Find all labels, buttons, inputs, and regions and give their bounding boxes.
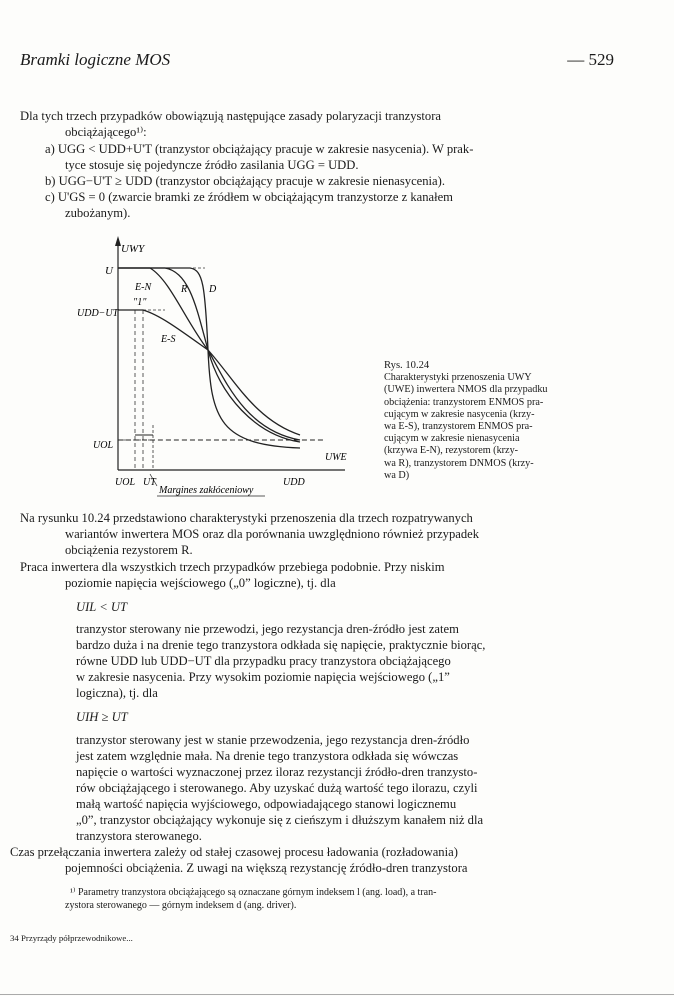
- running-head-title: Bramki logiczne MOS: [20, 50, 171, 69]
- x-tick-udd: UDD: [283, 477, 305, 488]
- transfer-characteristic-figure: [77, 230, 365, 515]
- intro-line-2: obciążającego¹⁾:: [65, 125, 147, 139]
- p4-line-5: małą wartość napięcia wyjściowego, odpowiadającego stanowi logicznemu: [76, 797, 457, 811]
- case-c-line-2: zubożanym).: [65, 206, 131, 220]
- caption-line: wa R), tranzystorem DNMOS (krzy-: [384, 457, 534, 469]
- intro-line-1: Dla tych trzech przypadków obowiązują następujące zasady polaryzacji tranzystora: [20, 109, 441, 123]
- margin-label: Margines zakłóceniowy: [159, 485, 254, 496]
- equation-uih: UIH ≥ UT: [76, 710, 128, 724]
- p4-line-4: rów obciążającego i sterowanego. Aby uzyskać dużą wartość tego ilorazu, czyli: [76, 781, 478, 795]
- p5-line-1: Czas przełączania inwertera zależy od stałej czasowej procesu ładowania (rozładowania): [10, 845, 458, 859]
- p1-line-2: wariantów inwertera MOS oraz dla porównania uwzględniono również przypadek: [65, 527, 480, 541]
- p3-line-1: tranzystor sterowany nie przewodzi, jego rezystancja dren-źródło jest zatem: [76, 622, 459, 636]
- p3-line-3: równe UDD lub UDD−UT dla przypadku pracy tranzystora obciążającego: [76, 654, 451, 668]
- footnote-line-2: zystora sterowanego — górnym indeksem d (ang. driver).: [65, 900, 297, 911]
- printer-signature: 34 Przyrządy półprzewodnikowe...: [10, 933, 133, 943]
- caption-line: obciążenia: tranzystorem ENMOS pra-: [384, 396, 544, 408]
- page-bottom-edge: [0, 994, 674, 995]
- caption-line: cującym w zakresie nienasycenia: [384, 433, 520, 445]
- label-e-s: E-S: [161, 334, 176, 345]
- p4-line-6: „0”, tranzystor obciążający wykonuje się z cieńszym i dłuższym kanałem niż dla: [76, 813, 484, 827]
- p3-line-2: bardzo duża i na drenie tego tranzystora odkłada się napięcie, praktycznie biorąc,: [76, 638, 486, 652]
- y-axis-label: UWY: [121, 243, 145, 255]
- y-tick-uol: UOL: [93, 440, 114, 451]
- p4-line-2: jest zatem względnie mała. Na drenie tego tranzystora odkłada się wówczas: [76, 749, 459, 763]
- y-tick-udd-ut: UDD−UT: [77, 308, 119, 319]
- p4-line-7: tranzystora sterowanego.: [76, 829, 202, 843]
- label-r: R: [181, 284, 188, 295]
- case-b-line-1: b) UGG−U'T ≥ UDD (tranzystor obciążający pracuje w zakresie nienasycenia).: [45, 174, 445, 188]
- label-logic-1: "1": [133, 297, 147, 308]
- figure-caption: [384, 360, 604, 482]
- p2-line-2: poziomie napięcia wejściowego („0” logiczne), tj. dla: [65, 576, 336, 590]
- caption-line: Charakterystyki przenoszenia UWY: [384, 372, 532, 384]
- caption-line: cującym w zakresie nasycenia (krzy-: [384, 408, 535, 420]
- p3-line-4: w zakresie nasycenia. Przy wysokim poziomie napięcia wejściowego („1”: [76, 670, 450, 684]
- label-e-n: E-N: [135, 282, 152, 293]
- p1-line-1: Na rysunku 10.24 przedstawiono charakterystyki przenoszenia dla trzech rozpatrywanych: [20, 511, 473, 525]
- p2-line-1: Praca inwertera dla wszystkich trzech przypadków przebiega podobnie. Przy niskim: [20, 560, 445, 574]
- caption-line: wa E-S), tranzystorem ENMOS pra-: [384, 421, 533, 433]
- x-axis-label: UWE: [325, 452, 347, 463]
- label-d: D: [209, 284, 217, 295]
- page-number: — 529: [567, 50, 614, 69]
- y-tick-u: U: [105, 265, 113, 277]
- p3-line-5: logiczna), tj. dla: [76, 686, 158, 700]
- case-a-line-1: a) UGG < UDD+U'T (tranzystor obciążający pracuje w zakresie nasycenia). W prak-: [45, 142, 474, 156]
- x-tick-ut: UT: [143, 477, 156, 488]
- p4-line-1: tranzystor sterowany jest w stanie przewodzenia, jego rezystancja dren-źródło: [76, 733, 470, 747]
- p5-line-2: pojemności obciążenia. Z uwagi na większą rezystancję źródło-dren tranzystora: [65, 861, 468, 875]
- caption-line: (krzywa E-N), rezystorem (krzy-: [384, 445, 519, 457]
- case-c-line-1: c) U'GS = 0 (zwarcie bramki ze źródłem w obciążającym tranzystorze z kanałem: [45, 190, 453, 204]
- caption-line: wa D): [384, 469, 410, 481]
- p4-line-3: napięcie o wartości wyznaczonej przez iloraz rezystancji źródło-dren tranzysto-: [76, 765, 478, 779]
- caption-number: Rys. 10.24: [384, 360, 430, 371]
- equation-uil: UIL < UT: [76, 600, 127, 614]
- case-a-line-2: tyce stosuje się pojedyncze źródło zasilania UGG = UDD.: [65, 158, 359, 172]
- x-tick-uol: UOL: [115, 477, 136, 488]
- footnote-line-1: ¹⁾ Parametry tranzystora obciążającego są oznaczane górnym indeksem l (ang. load), a tran-: [70, 887, 437, 898]
- p1-line-3: obciążenia rezystorem R.: [65, 543, 193, 557]
- caption-line: (UWE) inwertera NMOS dla przypadku: [384, 384, 548, 396]
